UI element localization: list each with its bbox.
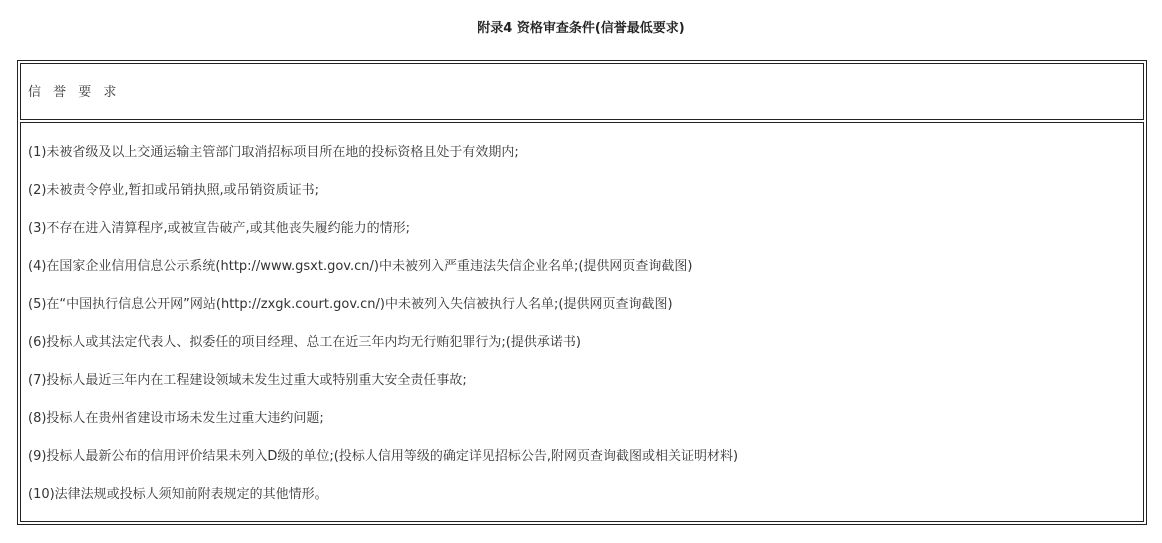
requirement-item-4: (4)在国家企业信用信息公示系统(http://www.gsxt.gov.cn/)中未被列入严重违法失信企业名单;(提供网页查询截图)	[28, 259, 693, 274]
requirement-item-5: (5)在“中国执行信息公开网”网站(http://zxgk.court.gov.cn/)中未被列入失信被执行人名单;(提供网页查询截图)	[28, 297, 673, 312]
requirement-item-1: (1)未被省级及以上交通运输主管部门取消招标项目所在地的投标资格且处于有效期内;	[28, 145, 519, 160]
table-header-cell	[20, 63, 1144, 120]
table-header-label: 信 誉 要 求	[28, 85, 121, 100]
requirement-item-3: (3)不存在进入清算程序,或被宣告破产,或其他丧失履约能力的情形;	[28, 221, 411, 236]
requirement-item-8: (8)投标人在贵州省建设市场未发生过重大违约问题;	[28, 411, 324, 426]
requirements-table	[17, 60, 1147, 525]
requirement-item-2: (2)未被责令停业,暂扣或吊销执照,或吊销资质证书;	[28, 183, 320, 198]
requirements-list	[28, 145, 738, 525]
requirement-item-7: (7)投标人最近三年内在工程建设领域未发生过重大或特别重大安全责任事故;	[28, 373, 467, 388]
requirement-item-6: (6)投标人或其法定代表人、拟委任的项目经理、总工在近三年内均无行贿犯罪行为;(提供承诺书)	[28, 335, 581, 350]
table-body-cell	[20, 122, 1144, 522]
requirement-item-10: (10)法律法规或投标人须知前附表规定的其他情形。	[28, 487, 328, 502]
requirement-item-9: (9)投标人最新公布的信用评价结果未列入D级的单位;(投标人信用等级的确定详见招标公告,附网页查询截图或相关证明材料)	[28, 449, 739, 464]
document-title: 附录4 资格审查条件(信誉最低要求)	[477, 21, 685, 36]
